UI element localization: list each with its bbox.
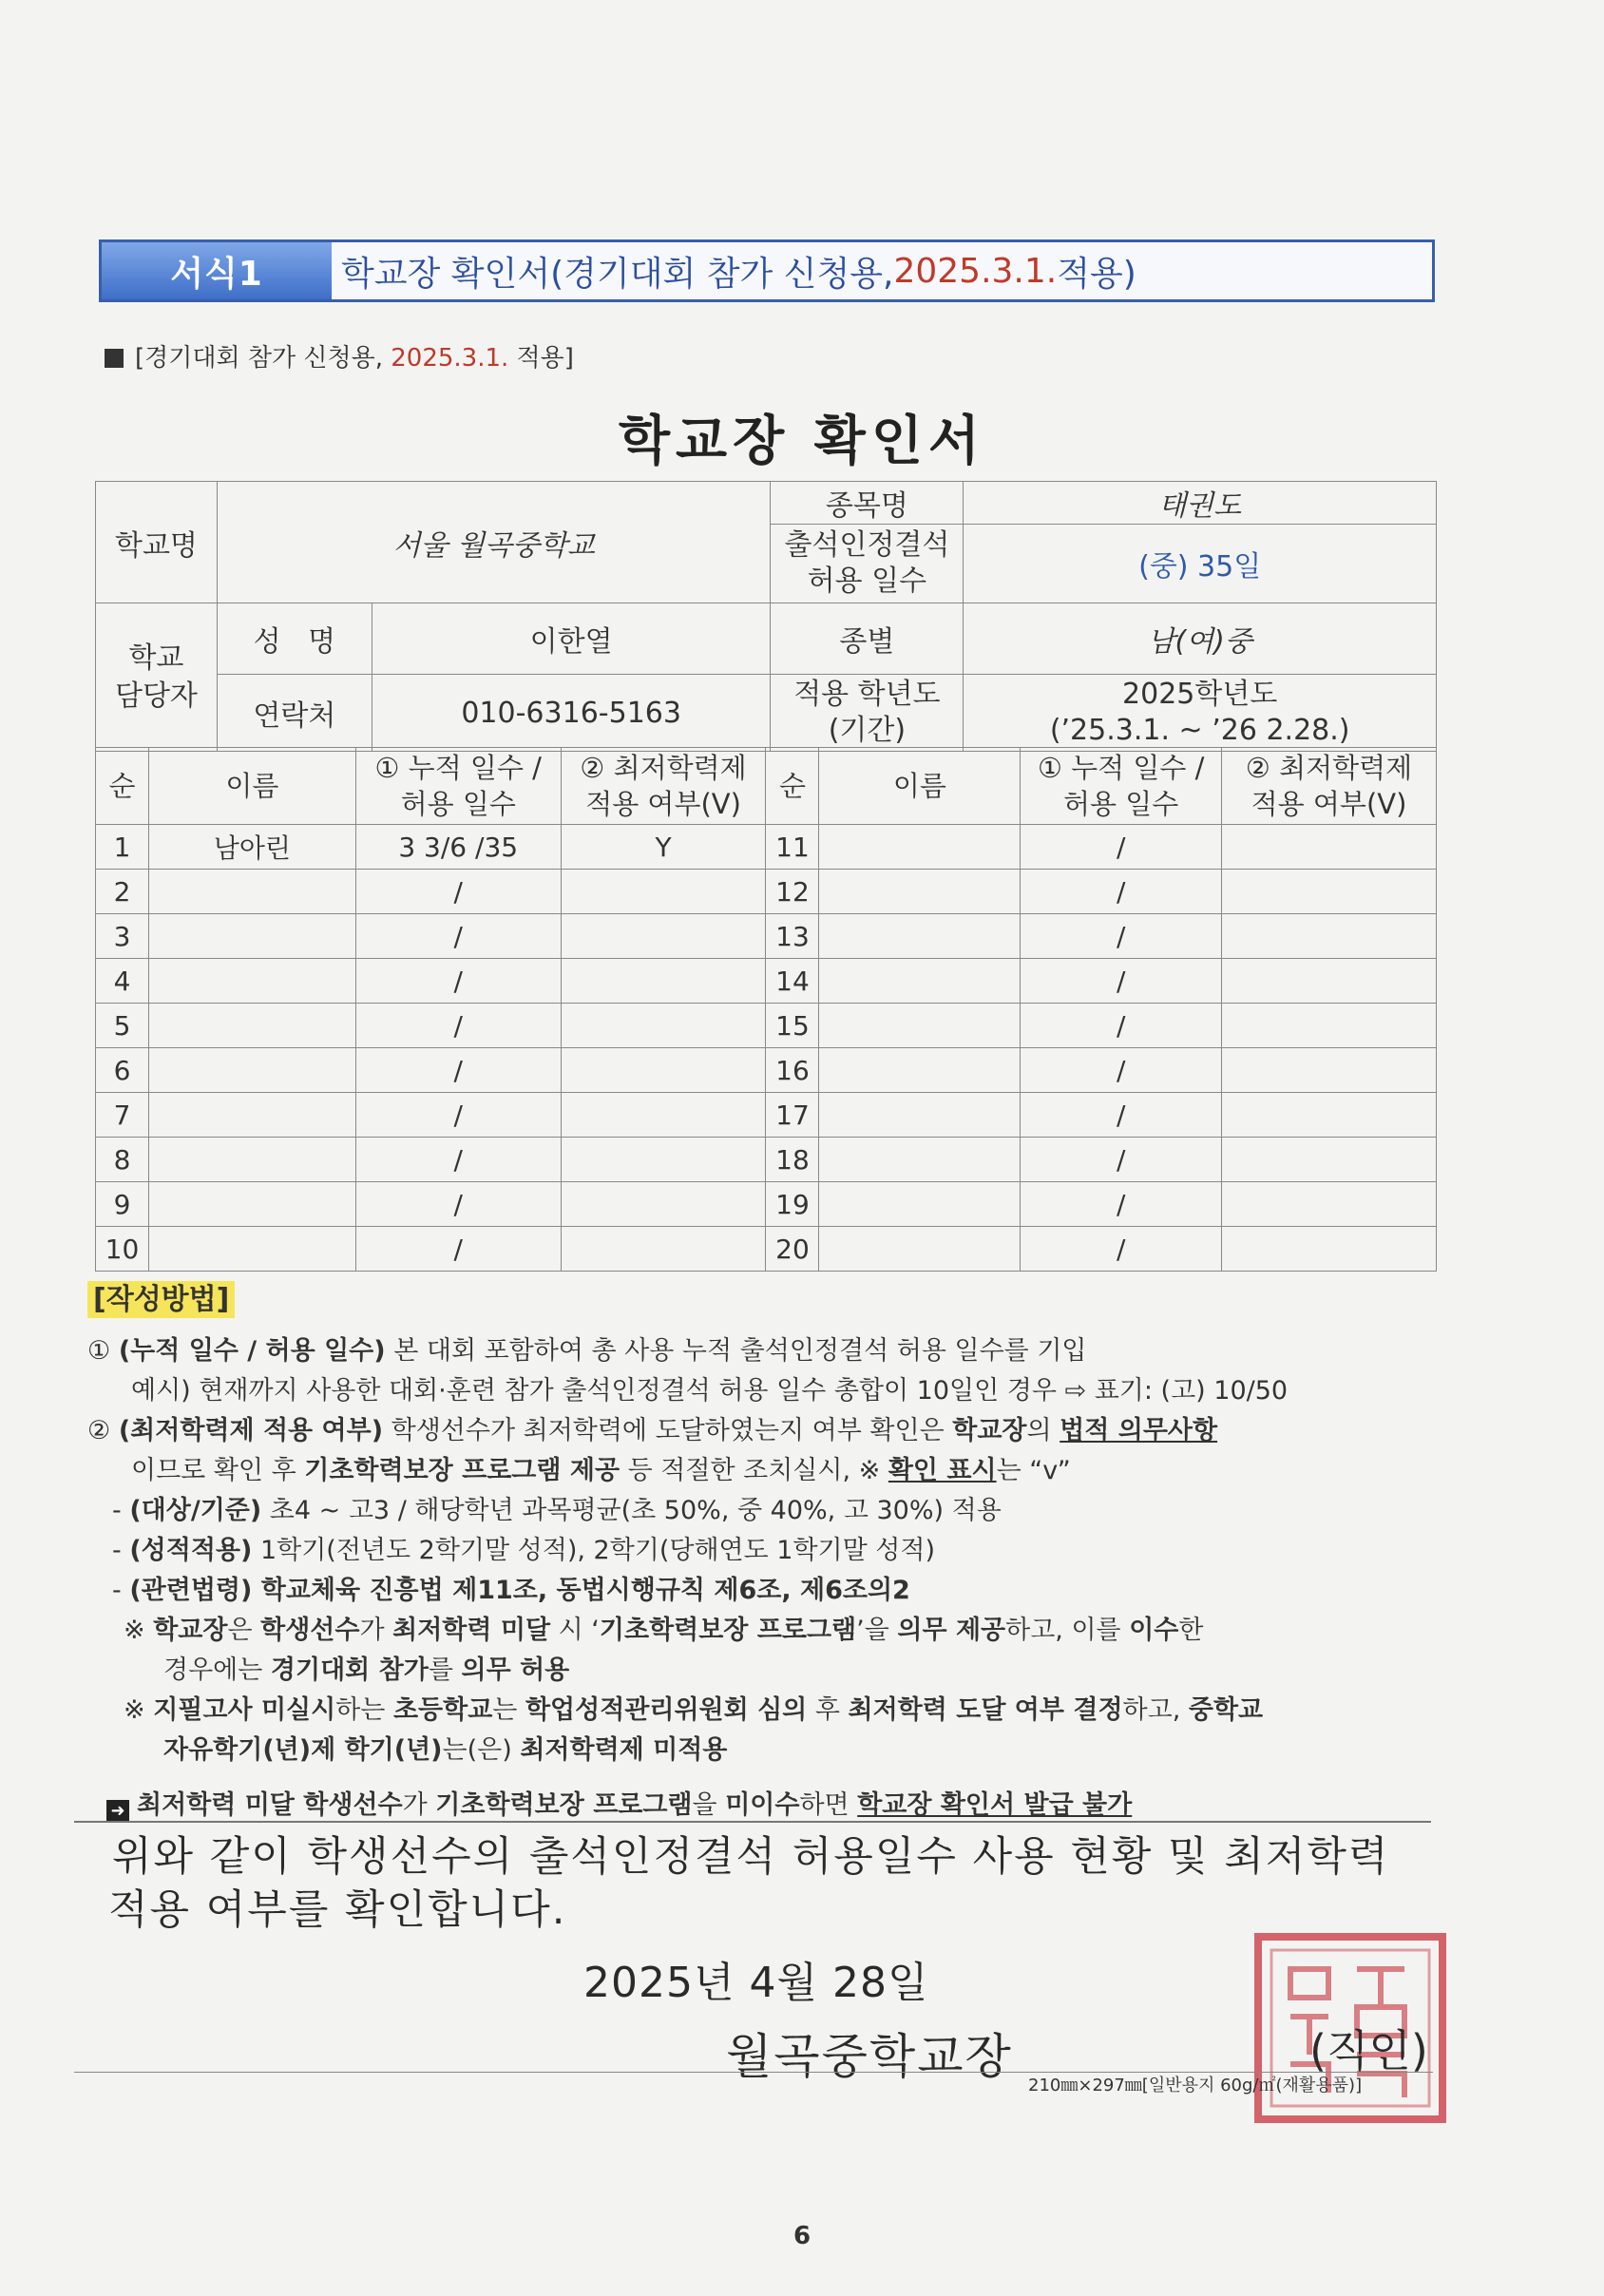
- cell-min-r: [1222, 1138, 1437, 1182]
- l1-rest: 본 대회 포함하여 총 사용 누적 출석인정결석 허용 일수를 기입: [385, 1336, 1087, 1366]
- cell-days-l: /: [355, 1093, 561, 1138]
- header-days-2-right: 허용 일수: [1063, 788, 1179, 820]
- event-value: 태권도: [964, 482, 1437, 525]
- l10-t2: 는: [492, 1695, 525, 1725]
- cell-no-l: 1: [96, 825, 149, 870]
- cell-name-r: [819, 1227, 1021, 1272]
- cell-min-r: [1222, 1004, 1437, 1048]
- l10-b5: 중학교: [1188, 1695, 1264, 1725]
- method-line-4: [131, 1450, 1071, 1492]
- cell-name-l: [148, 870, 355, 914]
- l7-dash: -: [112, 1576, 122, 1605]
- gender-label: 종별: [771, 603, 964, 675]
- header-min-1-right: ② 최저학력제: [1245, 752, 1413, 784]
- cell-no-r: 14: [766, 959, 819, 1004]
- cell-min-l: [561, 1227, 766, 1272]
- l9-t1: 경우에는: [163, 1655, 271, 1685]
- cell-days-l: 3 3/6 /35: [355, 825, 561, 870]
- cell-no-r: 19: [766, 1182, 819, 1227]
- cell-no-r: 15: [766, 1004, 819, 1048]
- l10-b2: 초등학교: [392, 1695, 493, 1725]
- l4-mid: 등 적절한 조치실시, ※: [620, 1456, 888, 1485]
- l5-dash: -: [112, 1496, 122, 1525]
- l3-mid2: 의: [1026, 1416, 1060, 1445]
- cell-min-l: [561, 914, 766, 959]
- l8-t4: ’을: [856, 1616, 898, 1645]
- method-heading: [87, 1279, 235, 1322]
- cell-min-l: [561, 1093, 766, 1138]
- note-t2: 을: [692, 1790, 726, 1820]
- cell-min-l: [561, 1004, 766, 1048]
- l8-b6: 이수: [1129, 1616, 1179, 1645]
- cell-name-l: [148, 1138, 355, 1182]
- l10-b1: 지필고사 미실시: [153, 1695, 336, 1725]
- l6-bold: (성적적용): [129, 1536, 253, 1565]
- cell-name-r: [819, 959, 1021, 1004]
- cell-days-l: /: [355, 1182, 561, 1227]
- note-b4: 학교장 확인서 발급 불가: [857, 1790, 1133, 1820]
- confirm-line-1: 위와 같이 학생선수의 출석인정결석 허용일수 사용 현황 및 최저학력: [112, 1833, 1390, 1881]
- cell-name-r: [819, 1138, 1021, 1182]
- cell-name-r: [819, 825, 1021, 870]
- method-line-10: [124, 1690, 1263, 1732]
- cell-name-l: [148, 914, 355, 959]
- cell-min-l: [561, 1138, 766, 1182]
- cell-days-r: /: [1021, 914, 1222, 959]
- divider-top: [74, 1821, 1431, 1823]
- l8-b4: 기초학력보장 프로그램: [599, 1616, 857, 1645]
- name-label: 성 명: [217, 603, 372, 675]
- subhead-pre: [경기대회 참가 신청용,: [135, 344, 391, 373]
- l7-bold: (관련법령) 학교체육 진흥법 제11조, 동법시행규칙 제6조, 제6조의2: [129, 1576, 910, 1605]
- header-min-2-right: 적용 여부(V): [1251, 788, 1407, 820]
- l4-pre: 이므로 확인 후: [131, 1456, 305, 1485]
- cell-days-l: /: [355, 1048, 561, 1093]
- note-t1: 가: [402, 1790, 436, 1820]
- cell-days-l: /: [355, 914, 561, 959]
- table-row: [96, 959, 1437, 1004]
- roster-body: [96, 825, 1437, 1272]
- l10-b3: 학업성적관리위원회 심의: [525, 1695, 808, 1725]
- l10-t3: 후: [807, 1695, 849, 1725]
- absence-label-1: 출석인정결석: [784, 528, 950, 562]
- l1-bold: (누적 일수 / 허용 일수): [118, 1336, 386, 1366]
- cell-no-l: 8: [96, 1138, 149, 1182]
- form-banner: [99, 239, 1435, 302]
- cell-days-l: /: [355, 959, 561, 1004]
- header-days-right: [1021, 748, 1222, 825]
- l10-b4: 최저학력 도달 여부 결정: [848, 1695, 1123, 1725]
- cell-min-r: [1222, 1182, 1437, 1227]
- method-line-3: [87, 1410, 1217, 1452]
- cell-name-r: [819, 870, 1021, 914]
- cell-name-r: [819, 1093, 1021, 1138]
- cell-no-l: 3: [96, 914, 149, 959]
- gender-value: 남(여)중: [964, 603, 1437, 675]
- table-row: [96, 1004, 1437, 1048]
- year-value: [964, 675, 1437, 752]
- principal-title: 월곡중학교장: [726, 2029, 1013, 2084]
- l10-t1: 하는: [335, 1695, 393, 1725]
- note-b1: 최저학력 미달 학생선수: [137, 1790, 403, 1820]
- cell-min-r: [1222, 825, 1437, 870]
- cell-no-r: 12: [766, 870, 819, 914]
- l8-b5: 의무 제공: [897, 1616, 1006, 1645]
- method-line-11: [163, 1730, 727, 1771]
- issue-date: 2025년 4월 28일: [583, 1959, 929, 2007]
- l6-rest: 1학기(전년도 2학기말 성적), 2학기(당해연도 1학기말 성적): [252, 1536, 936, 1565]
- year-value-1: 2025학년도: [1122, 678, 1278, 711]
- header-no-right: 순: [766, 748, 819, 825]
- page-number: 6: [792, 2222, 812, 2250]
- l8-b3: 최저학력 미달: [392, 1616, 551, 1645]
- absence-value: (중) 35일: [964, 525, 1437, 603]
- confirmation-text: [108, 1830, 1390, 1937]
- num-1: ①: [87, 1336, 111, 1366]
- cell-no-l: 2: [96, 870, 149, 914]
- l11-b2: 최저학력제 미적용: [520, 1735, 728, 1765]
- l3-b3: 법적 의무사항: [1060, 1416, 1218, 1445]
- contact-label: 연락처: [217, 675, 372, 752]
- l8-t3: 시 ‘: [550, 1616, 600, 1645]
- cell-days-r: /: [1021, 1093, 1222, 1138]
- header-name-right: 이름: [819, 748, 1021, 825]
- school-label: 학교명: [96, 482, 218, 603]
- school-value: 서울 월곡중학교: [217, 482, 771, 603]
- l8-t6: 한: [1178, 1616, 1204, 1645]
- header-name: 이름: [148, 748, 355, 825]
- cell-no-r: 11: [766, 825, 819, 870]
- cell-no-r: 18: [766, 1138, 819, 1182]
- cell-name-l: [148, 1227, 355, 1272]
- note-t3: 하면: [799, 1790, 858, 1820]
- cell-no-l: 6: [96, 1048, 149, 1093]
- info-table: [95, 481, 1437, 752]
- l3-mid: 학생선수가 최저학력에 도달하였는지 여부 확인은: [383, 1416, 953, 1445]
- cell-name-l: [148, 1182, 355, 1227]
- banner-title-pre: 학교장 확인서(경기대회 참가 신청용,: [341, 254, 894, 294]
- cell-no-l: 10: [96, 1227, 149, 1272]
- cell-days-l: /: [355, 1004, 561, 1048]
- cell-days-r: /: [1021, 1182, 1222, 1227]
- cell-name-l: [148, 959, 355, 1004]
- banner-title: [341, 242, 1136, 299]
- method-heading-text: [작성방법]: [87, 1281, 235, 1318]
- l8-mark: ※: [124, 1616, 145, 1645]
- l10-mark: ※: [124, 1695, 145, 1725]
- header-min-2: 적용 여부(V): [585, 788, 741, 820]
- year-value-2: (’25.3.1. ~ ’26 2.28.): [1049, 714, 1350, 747]
- cell-days-l: /: [355, 870, 561, 914]
- year-label-1: 적용 학년도: [793, 678, 941, 711]
- header-days-1-right: ① 누적 일수 /: [1037, 752, 1205, 784]
- cell-min-r: [1222, 1227, 1437, 1272]
- cell-min-l: Y: [561, 825, 766, 870]
- method-line-5: [112, 1490, 1002, 1532]
- l8-t2: 가: [359, 1616, 393, 1645]
- cell-days-r: /: [1021, 825, 1222, 870]
- year-label-2: (기간): [828, 714, 907, 747]
- arrow-box-icon: ➜: [106, 1800, 129, 1823]
- cell-no-r: 13: [766, 914, 819, 959]
- cell-name-r: [819, 1004, 1021, 1048]
- l8-b2: 학생선수: [260, 1616, 360, 1645]
- form-label: 서식1: [102, 242, 332, 299]
- header-days: [355, 748, 561, 825]
- absence-label: [771, 525, 964, 603]
- contact-value: 010-6316-5163: [372, 675, 771, 752]
- name-value: 이한열: [372, 603, 771, 675]
- subhead-post: 적용]: [508, 344, 574, 373]
- seal-label: (직인): [1309, 2025, 1428, 2076]
- roster-table: [95, 747, 1437, 1272]
- cell-min-l: [561, 870, 766, 914]
- document-title: 학교장 확인서: [618, 411, 986, 472]
- cell-no-r: 16: [766, 1048, 819, 1093]
- header-min-right: [1222, 748, 1437, 825]
- cell-days-r: /: [1021, 1004, 1222, 1048]
- table-row: [96, 825, 1437, 870]
- cell-min-l: [561, 1048, 766, 1093]
- l9-t2: 를: [428, 1655, 462, 1685]
- cell-days-l: /: [355, 1138, 561, 1182]
- header-days-1: ① 누적 일수 /: [374, 752, 542, 784]
- note-b2: 기초학력보장 프로그램: [435, 1790, 693, 1820]
- cell-days-r: /: [1021, 1138, 1222, 1182]
- l10-t4: 하고,: [1122, 1695, 1189, 1725]
- note-b3: 미이수: [725, 1790, 800, 1820]
- l3-b2: 학교장: [952, 1416, 1027, 1445]
- roster-header-row: [96, 748, 1437, 825]
- l5-bold: (대상/기준): [129, 1496, 262, 1525]
- banner-title-date: 2025.3.1.: [893, 251, 1058, 291]
- method-line-1: [87, 1330, 1086, 1372]
- square-bullet-icon: [105, 349, 124, 368]
- cell-days-r: /: [1021, 870, 1222, 914]
- cell-days-r: /: [1021, 1227, 1222, 1272]
- year-label: [771, 675, 964, 752]
- l6-dash: -: [112, 1536, 122, 1565]
- l8-b1: 학교장: [153, 1616, 228, 1645]
- event-label: 종목명: [771, 482, 964, 525]
- method-line-8: [124, 1610, 1203, 1652]
- cell-min-r: [1222, 870, 1437, 914]
- table-row: [96, 1048, 1437, 1093]
- table-row: [96, 1227, 1437, 1272]
- paper-spec: 210㎜×297㎜[일반용지 60g/㎡(재활용품)]: [1028, 2076, 1363, 2095]
- method-line-6: [112, 1530, 935, 1572]
- method-line-9: [163, 1650, 569, 1692]
- cell-min-r: [1222, 1093, 1437, 1138]
- cell-days-r: /: [1021, 1048, 1222, 1093]
- header-min: [561, 748, 766, 825]
- confirm-line-2: 적용 여부를 확인합니다.: [108, 1886, 567, 1934]
- cell-days-r: /: [1021, 959, 1222, 1004]
- table-row: [96, 870, 1437, 914]
- header-no: 순: [96, 748, 149, 825]
- cell-name-r: [819, 1182, 1021, 1227]
- cell-min-r: [1222, 959, 1437, 1004]
- l3-bold: (최저학력제 적용 여부): [118, 1416, 384, 1445]
- cell-min-r: [1222, 1048, 1437, 1093]
- cell-name-l: [148, 1048, 355, 1093]
- cell-no-r: 20: [766, 1227, 819, 1272]
- cell-days-l: /: [355, 1227, 561, 1272]
- method-line-2: 예시) 현재까지 사용한 대회·훈련 참가 출석인정결석 허용 일수 총합이 10일인 경우 ⇨ 표기: (고) 10/50: [131, 1376, 1289, 1406]
- cell-min-l: [561, 1182, 766, 1227]
- cell-name-l: 남아린: [148, 825, 355, 870]
- subheading: [105, 338, 574, 373]
- l11-b1: 자유학기(년)제 학기(년): [163, 1735, 443, 1765]
- banner-title-post: 적용): [1057, 254, 1136, 294]
- l8-t1: 은: [227, 1616, 261, 1645]
- table-row: [96, 1093, 1437, 1138]
- cell-name-l: [148, 1004, 355, 1048]
- l4-b1: 기초학력보장 프로그램 제공: [304, 1456, 621, 1485]
- l4-b2: 확인 표시: [888, 1456, 997, 1485]
- cell-name-l: [148, 1093, 355, 1138]
- manager-label-1: 학교: [128, 641, 184, 675]
- cell-no-l: 9: [96, 1182, 149, 1227]
- header-min-1: ② 최저학력제: [580, 752, 747, 784]
- manager-label-2: 담당자: [114, 679, 198, 713]
- cell-no-l: 5: [96, 1004, 149, 1048]
- cell-min-l: [561, 959, 766, 1004]
- method-line-7: [112, 1570, 910, 1612]
- cell-no-l: 7: [96, 1093, 149, 1138]
- header-days-2: 허용 일수: [400, 788, 516, 820]
- num-2: ②: [87, 1416, 111, 1445]
- cell-no-r: 17: [766, 1093, 819, 1138]
- absence-label-2: 허용 일수: [807, 564, 927, 598]
- table-row: [96, 914, 1437, 959]
- cell-name-r: [819, 914, 1021, 959]
- subhead-date: 2025.3.1.: [391, 344, 509, 373]
- l9-b1: 경기대회 참가: [270, 1655, 429, 1685]
- table-row: [96, 1182, 1437, 1227]
- l8-t5: 하고, 이를: [1005, 1616, 1130, 1645]
- table-row: [96, 1138, 1437, 1182]
- l5-rest: 초4 ~ 고3 / 해당학년 과목평균(초 50%, 중 40%, 고 30%) 적용: [261, 1496, 1002, 1525]
- l4-post: 는 “v”: [996, 1456, 1071, 1485]
- cell-name-r: [819, 1048, 1021, 1093]
- manager-label: [96, 603, 218, 752]
- cell-no-l: 4: [96, 959, 149, 1004]
- cell-min-r: [1222, 914, 1437, 959]
- l9-b2: 의무 허용: [461, 1655, 570, 1685]
- l11-t1: 는(은): [442, 1735, 521, 1765]
